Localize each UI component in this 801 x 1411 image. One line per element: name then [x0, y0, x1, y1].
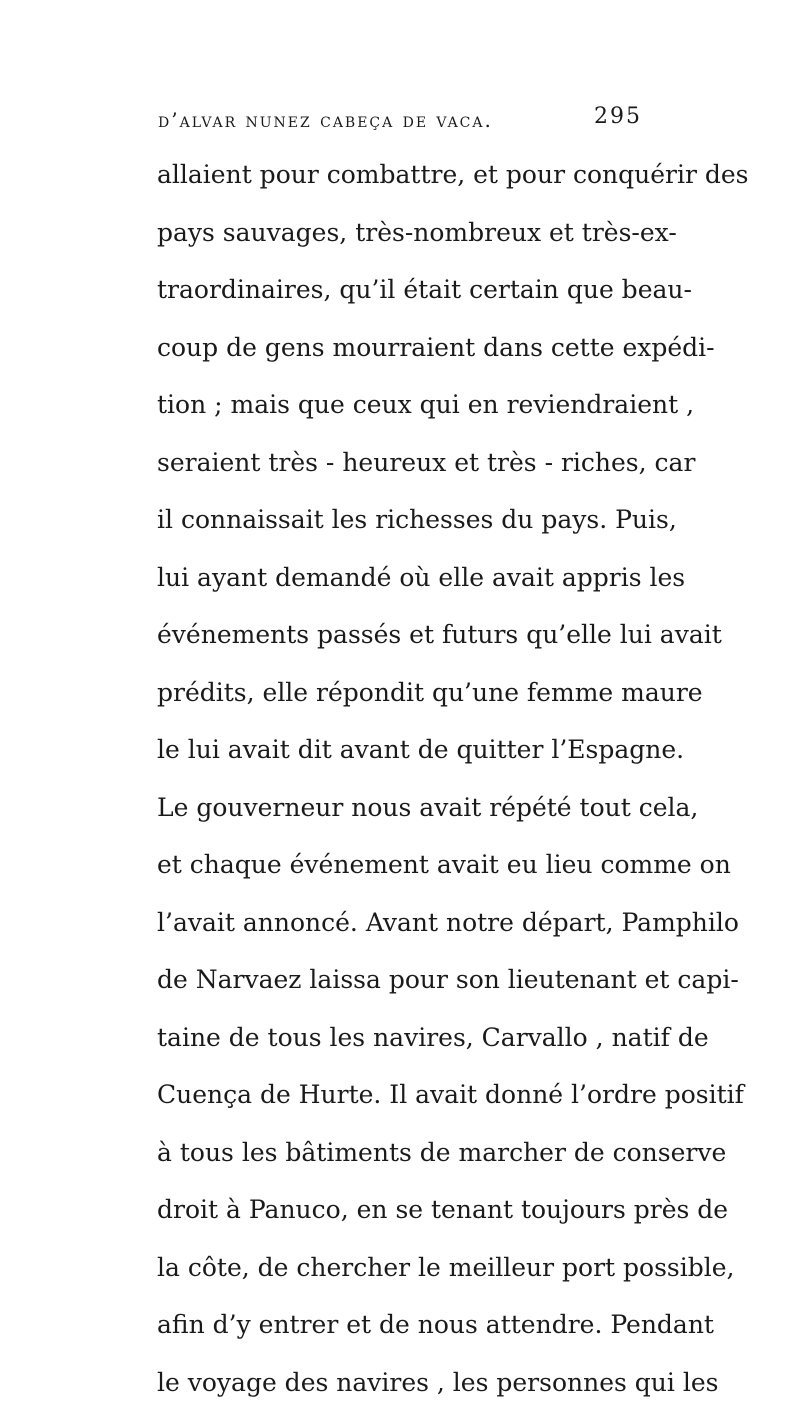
running-title: d’alvar nunez cabeça de vaca. [158, 108, 493, 132]
text-line: l’avait annoncé. Avant notre départ, Pamphilo [157, 894, 649, 952]
text-line: afin d’y entrer et de nous attendre. Pendant [157, 1296, 649, 1354]
text-line: de Narvaez laissa pour son lieutenant et capi- [157, 951, 649, 1009]
text-line: allaient pour combattre, et pour conquérir des [157, 146, 649, 204]
text-line: la côte, de chercher le meilleur port possible, [157, 1239, 649, 1297]
text-line: le lui avait dit avant de quitter l’Espagne. [157, 721, 649, 779]
text-line: pays sauvages, très-nombreux et très-ex- [157, 204, 649, 262]
text-line: le voyage des navires , les personnes qui les [157, 1354, 649, 1411]
text-line: et chaque événement avait eu lieu comme on [157, 836, 649, 894]
running-head [158, 104, 642, 134]
text-line: Le gouverneur nous avait répété tout cela, [157, 779, 649, 837]
text-line: prédits, elle répondit qu’une femme maure [157, 664, 649, 722]
text-line: droit à Panuco, en se tenant toujours près de [157, 1181, 649, 1239]
text-line: lui ayant demandé où elle avait appris les [157, 549, 649, 607]
text-line: coup de gens mourraient dans cette expédi- [157, 319, 649, 377]
text-line: taine de tous les navires, Carvallo , natif de [157, 1009, 649, 1067]
text-line: événements passés et futurs qu’elle lui avait [157, 606, 649, 664]
text-line: Cuença de Hurte. Il avait donné l’ordre positif [157, 1066, 649, 1124]
page-number: 295 [594, 104, 642, 129]
body-text [157, 146, 649, 1411]
text-line: il connaissait les richesses du pays. Puis, [157, 491, 649, 549]
text-line: traordinaires, qu’il était certain que beau- [157, 261, 649, 319]
text-line: à tous les bâtiments de marcher de conserve [157, 1124, 649, 1182]
text-line: seraient très - heureux et très - riches, car [157, 434, 649, 492]
text-line: tion ; mais que ceux qui en reviendraient , [157, 376, 649, 434]
